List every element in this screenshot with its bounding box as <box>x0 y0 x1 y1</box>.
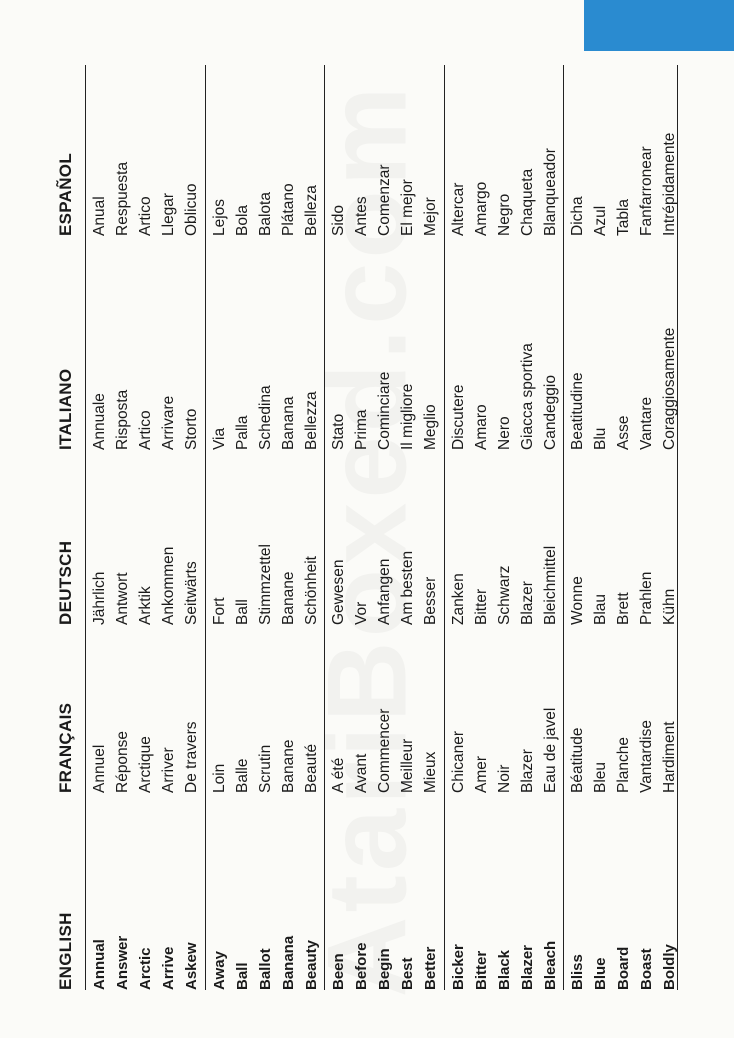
spanish-word: Artico <box>137 196 154 236</box>
german-word: Fort <box>211 597 228 625</box>
english-word: Boldly <box>661 944 678 990</box>
french-word: Béatitude <box>569 727 586 793</box>
italian-word: Coraggiosamente <box>661 327 678 450</box>
spanish-word: Chaqueta <box>519 168 536 236</box>
italian-word: Nero <box>496 416 513 450</box>
english-word: Away <box>211 951 228 990</box>
spanish-word: Oblicuo <box>183 183 200 236</box>
spanish-word: Comenzar <box>376 164 393 236</box>
french-word: Planche <box>615 736 632 793</box>
french-word: Commencer <box>376 708 393 793</box>
english-word: Ballot <box>257 948 274 990</box>
italian-word: Asse <box>615 415 632 450</box>
italian-word: Storto <box>183 408 200 450</box>
table-row <box>448 65 471 990</box>
spanish-word: Balota <box>257 192 274 236</box>
french-word: Chicaner <box>450 730 467 793</box>
table-row <box>540 65 563 990</box>
english-word: Blazer <box>519 944 536 990</box>
header-francais: FRANÇAIS <box>56 702 75 793</box>
italian-word: Schedina <box>257 385 274 450</box>
german-word: Jährlich <box>91 571 108 625</box>
spanish-word: El mejor <box>399 179 416 236</box>
german-word: Schönheit <box>303 556 320 625</box>
italian-word: Amaro <box>473 404 490 450</box>
table-row <box>278 65 301 990</box>
german-word: Zanken <box>450 573 467 625</box>
spanish-word: Negro <box>496 193 513 236</box>
french-word: Arriver <box>160 747 177 793</box>
table-row <box>255 65 278 990</box>
spanish-word: Sido <box>330 204 347 236</box>
spanish-word: Blanqueador <box>542 148 559 236</box>
table-row <box>232 65 255 990</box>
header-english: ENGLISH <box>56 912 75 990</box>
table-row <box>209 65 232 990</box>
table-row <box>494 65 517 990</box>
german-word: Schwarz <box>496 565 513 625</box>
spanish-word: Belleza <box>303 185 320 236</box>
table-row <box>567 65 590 990</box>
table-row <box>135 65 158 990</box>
english-word: Answer <box>114 935 131 990</box>
french-word: Scrutin <box>257 744 274 793</box>
german-word: Arktik <box>137 586 154 625</box>
english-word: Annual <box>91 939 108 990</box>
table-row <box>659 65 682 990</box>
french-word: Réponse <box>114 730 131 793</box>
italian-word: Meglio <box>422 404 439 450</box>
french-word: Hardiment <box>661 721 678 793</box>
english-word: Bicker <box>450 944 467 990</box>
italian-word: Discutere <box>450 384 467 450</box>
french-word: Avant <box>353 753 370 793</box>
spanish-word: Llegar <box>160 192 177 236</box>
group-divider <box>85 65 86 990</box>
spanish-word: Mejor <box>422 197 439 236</box>
german-word: Bitter <box>473 588 490 625</box>
french-word: Noir <box>496 764 513 793</box>
french-word: A été <box>330 757 347 793</box>
spanish-word: Respuesta <box>114 161 131 236</box>
german-word: Vor <box>353 601 370 625</box>
table-row <box>328 65 351 990</box>
german-word: Wonne <box>569 576 586 625</box>
french-word: Mieux <box>422 751 439 793</box>
french-word: Balle <box>234 758 251 793</box>
english-word: Arrive <box>160 946 177 990</box>
table-row <box>590 65 613 990</box>
italian-word: Vantare <box>638 396 655 450</box>
english-word: Bleach <box>542 940 559 990</box>
table-row <box>351 65 374 990</box>
italian-word: Prima <box>353 409 370 450</box>
header-deutsch: DEUTSCH <box>56 540 75 625</box>
french-word: Beauté <box>303 743 320 793</box>
french-word: De travers <box>183 721 200 793</box>
german-word: Anfangen <box>376 558 393 625</box>
spanish-word: Altercar <box>450 182 467 236</box>
spanish-word: Intrépidamente <box>661 132 678 236</box>
french-word: Annuel <box>91 744 108 793</box>
table-header-row <box>48 65 88 990</box>
header-espanol: ESPAÑOL <box>56 152 75 236</box>
english-word: Bliss <box>569 954 586 990</box>
english-word: Boast <box>638 948 655 990</box>
english-word: Banana <box>280 935 297 990</box>
german-word: Am besten <box>399 550 416 625</box>
spanish-word: Tabla <box>615 198 632 236</box>
english-word: Black <box>496 949 513 990</box>
german-word: Blazer <box>519 581 536 625</box>
english-word: Better <box>422 946 439 990</box>
italian-word: Risposta <box>114 389 131 450</box>
table-row <box>112 65 135 990</box>
german-word: Brett <box>615 592 632 625</box>
group-divider <box>205 65 206 990</box>
italian-word: Candeggio <box>542 375 559 450</box>
english-word: Before <box>353 942 370 990</box>
english-word: Arctic <box>137 947 154 990</box>
german-word: Bleichmittel <box>542 545 559 625</box>
spanish-word: Azul <box>592 205 609 236</box>
italian-word: Palla <box>234 415 251 450</box>
italian-word: Annuale <box>91 393 108 450</box>
table-row <box>613 65 636 990</box>
english-word: Bitter <box>473 950 490 990</box>
german-word: Ball <box>234 599 251 625</box>
table-row <box>636 65 659 990</box>
english-word: Beauty <box>303 939 320 990</box>
italian-word: Giacca sportiva <box>519 343 536 450</box>
italian-word: Il migliore <box>399 383 416 450</box>
german-word: Besser <box>422 576 439 625</box>
french-word: Bleu <box>592 761 609 793</box>
english-word: Askew <box>183 942 200 990</box>
table-bottom-rule <box>677 65 678 990</box>
french-word: Eau de javel <box>542 707 559 793</box>
spanish-word: Anual <box>91 196 108 236</box>
italian-word: Via <box>211 427 228 450</box>
table-row <box>181 65 204 990</box>
french-word: Loin <box>211 763 228 793</box>
french-word: Amer <box>473 755 490 793</box>
italian-word: Arrivare <box>160 395 177 450</box>
english-word: Best <box>399 957 416 990</box>
german-word: Banane <box>280 571 297 625</box>
group-divider <box>563 65 564 990</box>
italian-word: Cominciare <box>376 371 393 450</box>
table-row <box>471 65 494 990</box>
english-word: Been <box>330 953 347 990</box>
italian-word: Artico <box>137 410 154 450</box>
spanish-word: Plátano <box>280 183 297 236</box>
french-word: Banane <box>280 739 297 793</box>
german-word: Stimmzettel <box>257 544 274 625</box>
table-row <box>517 65 540 990</box>
table-row <box>158 65 181 990</box>
german-word: Antwort <box>114 572 131 625</box>
spanish-word: Bola <box>234 204 251 236</box>
spanish-word: Lejos <box>211 198 228 236</box>
english-word: Board <box>615 946 632 990</box>
group-divider <box>444 65 445 990</box>
german-word: Seitwärts <box>183 561 200 625</box>
blue-accent-bar <box>584 0 734 51</box>
spanish-word: Antes <box>353 196 370 236</box>
german-word: Blau <box>592 593 609 625</box>
english-word: Ball <box>234 962 251 990</box>
spanish-word: Fanfarronear <box>638 146 655 236</box>
table-row <box>374 65 397 990</box>
italian-word: Banana <box>280 396 297 450</box>
table-row <box>89 65 112 990</box>
english-word: Blue <box>592 957 609 990</box>
spanish-word: Dicha <box>569 196 586 236</box>
italian-word: Blu <box>592 427 609 450</box>
english-word: Begin <box>376 948 393 990</box>
german-word: Kühn <box>661 588 678 625</box>
french-word: Meilleur <box>399 738 416 793</box>
german-word: Prahlen <box>638 571 655 625</box>
spanish-word: Amargo <box>473 181 490 236</box>
table-row <box>420 65 443 990</box>
french-word: Vantardise <box>638 720 655 793</box>
italian-word: Bellezza <box>303 391 320 450</box>
table-row <box>301 65 324 990</box>
header-italiano: ITALIANO <box>56 368 75 450</box>
german-word: Gewesen <box>330 559 347 625</box>
french-word: Blazer <box>519 749 536 793</box>
dictionary-table <box>48 65 688 990</box>
french-word: Arctique <box>137 736 154 793</box>
group-divider <box>324 65 325 990</box>
german-word: Ankommen <box>160 546 177 625</box>
table-row <box>397 65 420 990</box>
italian-word: Stato <box>330 413 347 450</box>
italian-word: Beatitudine <box>569 372 586 450</box>
